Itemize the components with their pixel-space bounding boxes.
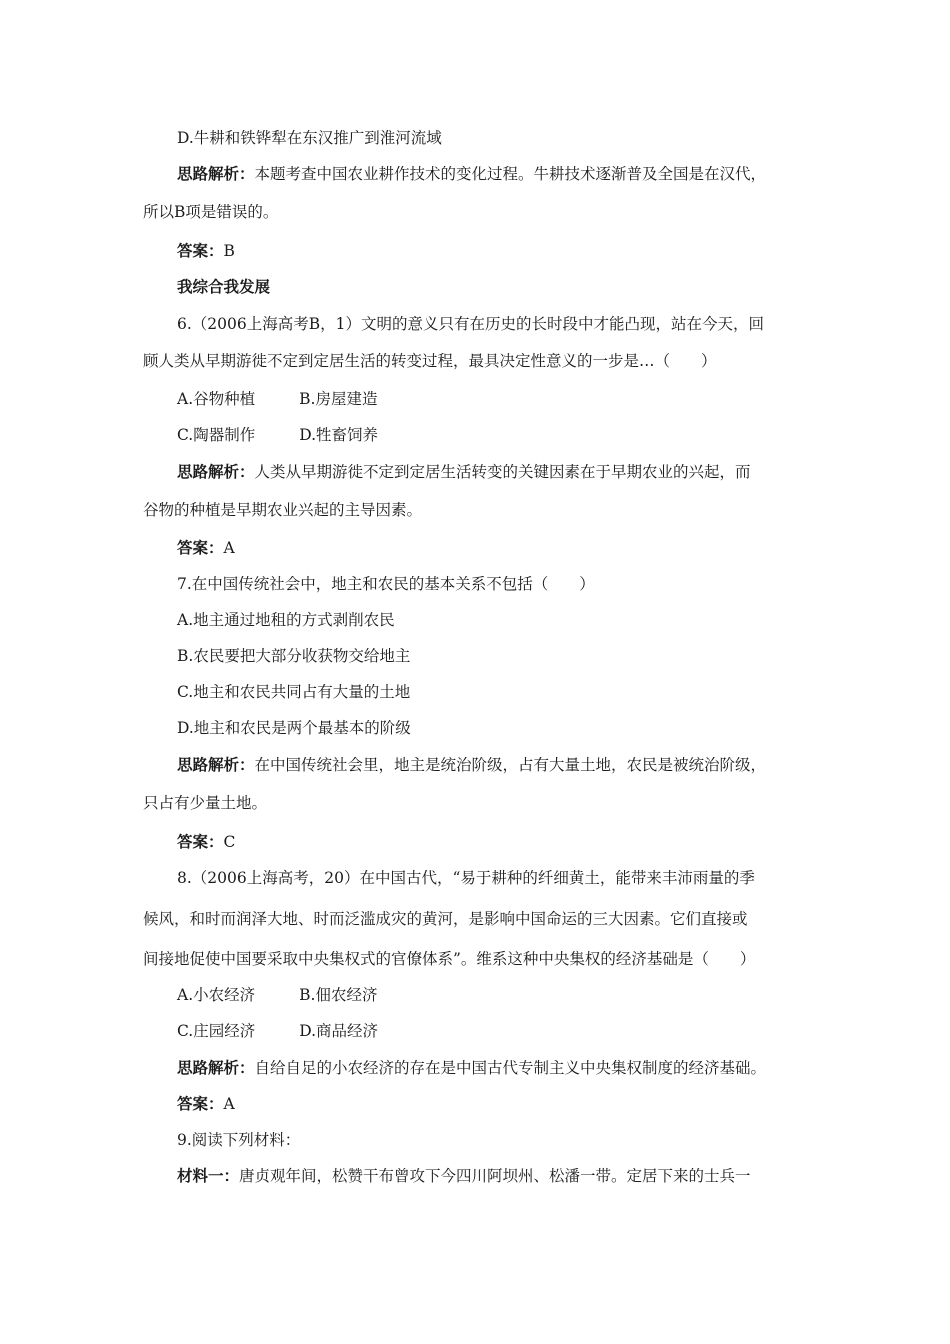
option-d-line: D.牛耕和铁铧犁在东汉推广到淮河流域 (177, 129, 442, 147)
analysis-line (177, 462, 751, 482)
question-8-options-cd (177, 1021, 378, 1041)
analysis-line (177, 164, 766, 184)
question-8-line-1: 8.（2006上海高考，20）在中国古代，“易于耕种的纤细黄土，能带来丰沛雨量的季 (177, 869, 755, 887)
analysis-label: 思路解析： (177, 1058, 255, 1077)
question-7-option-b: B.农民要把大部分收获物交给地主 (177, 647, 411, 665)
answer-value: B (223, 242, 235, 260)
analysis-continuation: 所以B项是错误的。 (143, 203, 279, 221)
question-6-options-cd (177, 425, 378, 445)
answer-label: 答案： (177, 1094, 224, 1113)
analysis-line (177, 1058, 766, 1078)
section-heading: 我综合我发展 (177, 277, 271, 296)
option-b: B.佃农经济 (299, 986, 378, 1004)
option-c: C.庄园经济 (177, 1022, 256, 1040)
answer-line (177, 1094, 235, 1114)
analysis-continuation: 只占有少量土地。 (143, 794, 268, 812)
analysis-text: 本题考查中国农业耕作技术的变化过程。牛耕技术逐渐普及全国是在汉代， (254, 165, 767, 183)
answer-label: 答案： (177, 538, 224, 557)
question-6-options-ab (177, 389, 377, 409)
question-7-option-d: D.地主和农民是两个最基本的阶级 (177, 719, 411, 737)
question-6-line-1: 6.（2006上海高考B，1）文明的意义只有在历史的长时段中才能凸现，站在今天，回 (177, 315, 764, 333)
answer-label: 答案： (177, 241, 224, 260)
analysis-text: 在中国传统社会里，地主是统治阶级，占有大量土地，农民是被统治阶级， (254, 756, 767, 774)
analysis-label: 思路解析： (177, 755, 255, 774)
answer-value: A (223, 1095, 235, 1113)
question-7-option-c: C.地主和农民共同占有大量的土地 (177, 683, 411, 701)
question-7-option-a: A.地主通过地租的方式剥削农民 (177, 611, 395, 629)
question-8-options-ab (177, 985, 377, 1005)
analysis-label: 思路解析： (177, 462, 255, 481)
option-c: C.陶器制作 (177, 426, 256, 444)
answer-value: C (223, 833, 236, 851)
answer-line (177, 241, 235, 261)
question-7-line: 7.在中国传统社会中，地主和农民的基本关系不包括（ ） (177, 575, 595, 593)
analysis-continuation: 谷物的种植是早期农业兴起的主导因素。 (143, 501, 423, 519)
option-d: D.牲畜饲养 (299, 426, 379, 444)
answer-line (177, 832, 235, 852)
answer-label: 答案： (177, 832, 224, 851)
material-one-line (177, 1166, 751, 1186)
analysis-text: 自给自足的小农经济的存在是中国古代专制主义中央集权制度的经济基础。 (254, 1059, 767, 1077)
answer-value: A (223, 539, 235, 557)
option-b: B.房屋建造 (299, 390, 378, 408)
analysis-line (177, 755, 766, 775)
option-a: A.小农经济 (177, 986, 256, 1004)
analysis-text: 人类从早期游徙不定到定居生活转变的关键因素在于早期农业的兴起，而 (254, 463, 751, 481)
material-text: 唐贞观年间，松赞干布曾攻下今四川阿坝州、松潘一带。定居下来的士兵一 (239, 1167, 751, 1185)
question-6-line-2: 顾人类从早期游徙不定到定居生活的转变过程，最具决定性意义的一步是…（ ） (143, 352, 717, 370)
option-d: D.商品经济 (299, 1022, 379, 1040)
question-8-line-2: 候风，和时而润泽大地、时而泛滥成灾的黄河，是影响中国命运的三大因素。它们直接或 (143, 910, 748, 928)
option-a: A.谷物种植 (177, 390, 256, 408)
answer-line (177, 538, 235, 558)
analysis-label: 思路解析： (177, 164, 255, 183)
material-label: 材料一： (177, 1166, 240, 1185)
question-8-line-3: 间接地促使中国要采取中央集权式的官僚体系”。维系这种中央集权的经济基础是（ ） (143, 950, 756, 968)
question-9-line: 9.阅读下列材料： (177, 1131, 301, 1149)
